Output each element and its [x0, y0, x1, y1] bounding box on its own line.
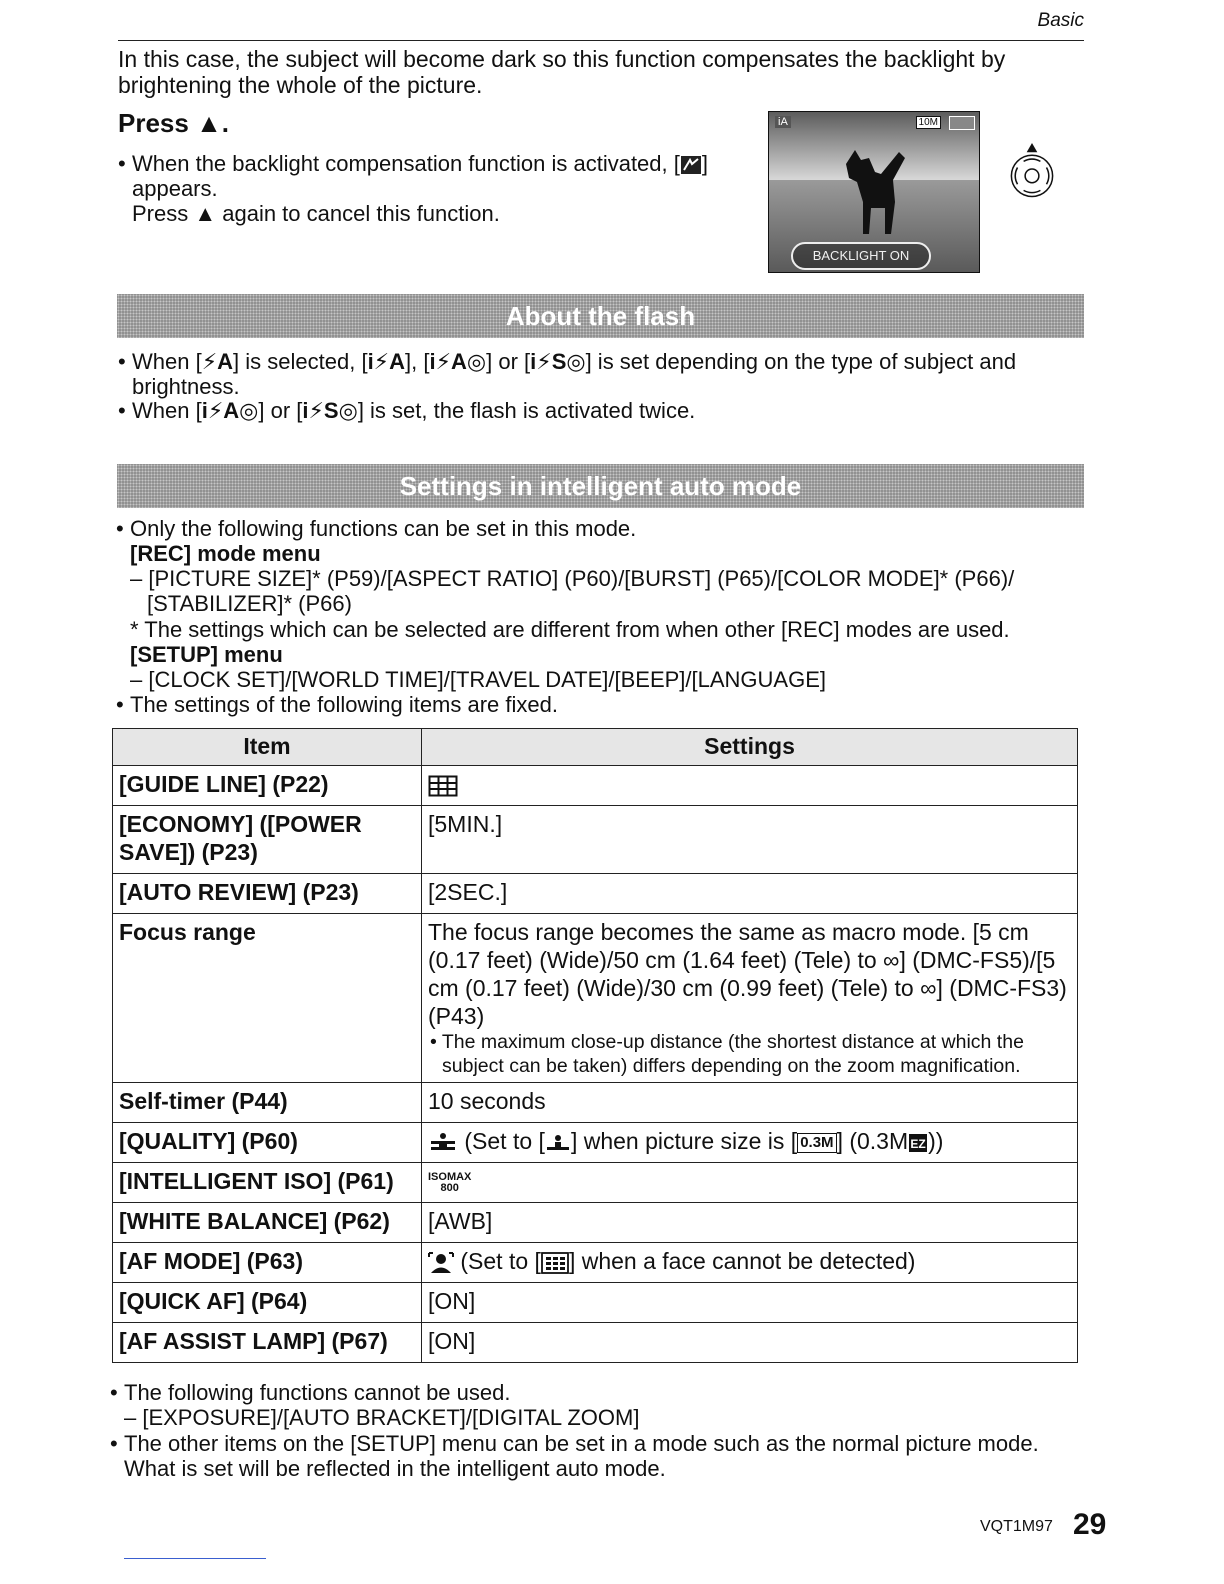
ia-flash-redeye-icon: i⚡A◎: [201, 398, 259, 423]
header-rule: [118, 40, 1084, 41]
is-flash-redeye-icon: i⚡S◎: [530, 349, 586, 374]
camera-screen-image: [768, 111, 980, 273]
rec-menu-items-cont: [STABILIZER]* (P66): [147, 591, 352, 616]
table-row: [WHITE BALANCE] (P62) [AWB]: [113, 1203, 1078, 1243]
page-number: 29: [1073, 1508, 1107, 1541]
table-row: [INTELLIGENT ISO] (P61) ISOMAX 800: [113, 1163, 1078, 1203]
nine-area-focus-icon: [541, 1252, 569, 1274]
ia-flash-redeye-icon: i⚡A◎: [429, 349, 487, 374]
picture-size-icon: 0.3M: [797, 1133, 836, 1153]
table-row: [AF ASSIST LAMP] (P67) [ON]: [113, 1323, 1078, 1363]
is-flash-redeye-icon: i⚡S◎: [302, 398, 358, 423]
flash-bullet-1: • When [⚡A] is selected, [i⚡A], [i⚡A◎] or [i⚡S◎] is set depending on the type of subject and brightness.: [118, 349, 1017, 399]
cancel-text: Press ▲ again to cancel this function.: [132, 201, 500, 226]
footer-rule: [124, 1558, 266, 1559]
rec-menu-items: – [PICTURE SIZE]* (P59)/[ASPECT RATIO] (P60)/[BURST] (P65)/[COLOR MODE]* (P66)/: [130, 566, 1015, 591]
flash-auto-icon: ⚡A: [201, 349, 234, 374]
table-row: Self-timer (P44) 10 seconds: [113, 1083, 1078, 1123]
quality-standard-icon: [545, 1133, 571, 1153]
setup-other-bullet: • The other items on the [SETUP] menu can be set in a mode such as the normal picture mode.: [110, 1431, 1039, 1456]
screen-mode-tag: iA: [775, 116, 791, 128]
header-item: Item: [113, 729, 422, 766]
battery-icon: [949, 116, 975, 130]
screen-size-icon: 10M: [916, 116, 941, 129]
extended-zoom-icon: [908, 1133, 928, 1153]
flash-section-banner: About the flash: [117, 294, 1084, 338]
focus-range-text: The focus range becomes the same as macro mode. [5 cm (0.17 feet) (Wide)/50 cm (1.64 feet) (Tele) to ∞] (DMC-FS5)/[5 cm (0.17 feet) (Wide)/30 cm (0.99 feet) (Tele) to ∞] (DMC-FS3) (P43): [428, 919, 1067, 1029]
bullet-dot: •: [118, 151, 126, 176]
table-header-row: [113, 729, 1078, 766]
iso-max-icon: ISOMAX 800: [428, 1170, 472, 1194]
setup-menu-label: [SETUP] menu: [130, 642, 283, 667]
fixed-settings-table: [112, 728, 1078, 1363]
backlight-on-pill: BACKLIGHT ON: [791, 242, 931, 270]
table-row: [QUICK AF] (P64) [ON]: [113, 1283, 1078, 1323]
rec-menu-label: [REC] mode menu: [130, 541, 321, 566]
guide-line-icon: [428, 775, 458, 797]
focus-range-note: • The maximum close-up distance (the shortest distance at which the subject can be taken) differs depending on the zoom magnification.: [430, 1031, 1024, 1077]
intro-paragraph: In this case, the subject will become dark so this function compensates the backlight by brightening the whole of the picture.: [118, 46, 1006, 98]
ia-section-banner: Settings in intelligent auto mode: [117, 464, 1084, 508]
setup-menu-items: – [CLOCK SET]/[WORLD TIME]/[TRAVEL DATE]/[BEEP]/[LANGUAGE]: [130, 667, 827, 692]
face-detection-icon: [428, 1252, 454, 1274]
rec-note: * The settings which can be selected are different from when other [REC] modes are used.: [130, 617, 1010, 642]
dog-silhouette-icon: [841, 142, 911, 237]
header-settings: Settings: [422, 729, 1078, 766]
ia-flash-icon: i⚡A: [367, 349, 406, 374]
ia-bullet-1: • Only the following functions can be set in this mode.: [116, 516, 637, 541]
svg-text:EZ: EZ: [910, 1136, 926, 1151]
cannot-use-items: – [EXPOSURE]/[AUTO BRACKET]/[DIGITAL ZOOM]: [124, 1405, 640, 1430]
ia-bullet-2: • The settings of the following items are fixed.: [116, 692, 558, 717]
press-heading: Press ▲.: [118, 108, 230, 138]
section-label: Basic: [1037, 10, 1084, 31]
backlight-bullet: • When the backlight compensation function is activated, [ ] appears.: [118, 151, 708, 201]
flash-bullet-2: • When [i⚡A◎] or [i⚡S◎] is set, the flash is activated twice.: [118, 398, 696, 423]
document-code: VQT1M97: [980, 1518, 1053, 1535]
table-row: [AF MODE] (P63) (Set to [ ] when a face cannot be detected): [113, 1243, 1078, 1283]
table-row: [QUALITY] (P60) (Set to [ ] when picture size is [ 0.3M ] (0.3M EZ )): [113, 1123, 1078, 1163]
dpad-up-icon: [1003, 140, 1061, 198]
table-row: Focus range The focus range becomes the same as macro mode. [5 cm (0.17 feet) (Wide)/50 cm (1.64 feet) (Tele) to ∞] (DMC-FS5)/[5 cm (0.17 feet) (Wide)/30 cm (0.99 feet) (Tele) to ∞] (DMC-FS3) (P43) • The maximum close-up distance (the shortest distance at which the subject can be taken) differs depending on the zoom magnification.: [113, 914, 1078, 1083]
table-row: [AUTO REVIEW] (P23) [2SEC.]: [113, 874, 1078, 914]
quality-fine-icon: [428, 1132, 458, 1154]
cannot-use-bullet: • The following functions cannot be used.: [110, 1380, 511, 1405]
backlight-icon: [680, 155, 702, 175]
setup-other-cont: What is set will be reflected in the intelligent auto mode.: [124, 1456, 666, 1481]
table-row: [ECONOMY] ([POWER SAVE]) (P23) [5MIN.]: [113, 806, 1078, 874]
table-row: [GUIDE LINE] (P22): [113, 766, 1078, 806]
